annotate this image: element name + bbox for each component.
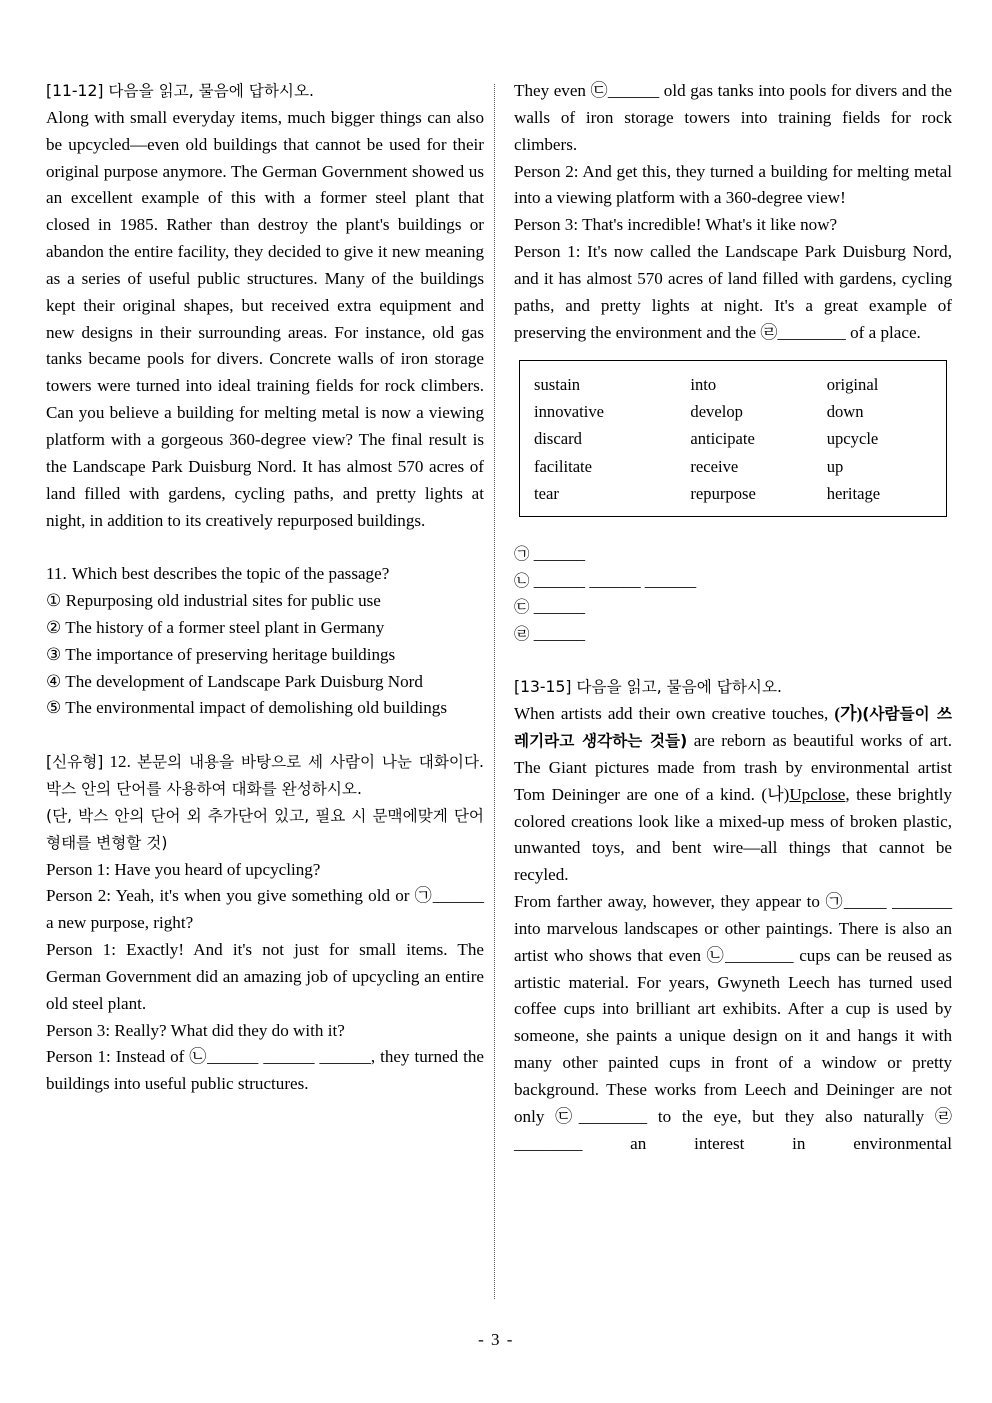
- label-na: (나): [761, 784, 790, 804]
- dialogue-line: [514, 159, 952, 213]
- spacer: [514, 647, 952, 674]
- answer-blank: ______: [533, 597, 586, 617]
- choice-marker-3: ③: [46, 644, 62, 664]
- answer-marker: ㉣: [514, 624, 530, 643]
- table-row: [520, 398, 946, 425]
- answer-line[interactable]: [514, 541, 952, 568]
- dialogue-speaker: Person 2:: [514, 161, 579, 181]
- passage-text: are reborn as beautiful works of art. The Giant pictures made from trash by environmental artist Tom Deininger are one of a kind.: [514, 731, 952, 804]
- korean-bold-phrase: (사람들이 쓰레기라고 생각하는 것들): [514, 705, 952, 750]
- dialogue-text: It's now called the Landscape Park Duisburg Nord, and it has almost 570 acres of land filled with gardens, cycling paths, and pretty lights at night. It's a great example of preserving the environment and the ㉣________ of a place.: [514, 242, 952, 342]
- dialogue-line: [46, 1044, 484, 1098]
- answer-blank: ______ ______ ______: [533, 570, 697, 590]
- question-11-prompt: [46, 561, 484, 588]
- choice-5[interactable]: [46, 695, 484, 722]
- page-number: - 3 -: [478, 1330, 514, 1349]
- dialogue-line: [514, 78, 952, 159]
- word-cell: develop: [690, 402, 743, 421]
- word-bank-box: [519, 360, 947, 517]
- dialogue-speaker: Person 1:: [46, 859, 111, 879]
- dialogue-text: Really? What did they do with it?: [114, 1020, 345, 1040]
- question-11-text: Which best describes the topic of the passage?: [71, 564, 390, 584]
- label-ga: (가): [834, 704, 863, 724]
- word-cell: receive: [690, 456, 739, 476]
- choice-text-5: The environmental impact of demolishing old buildings: [65, 698, 447, 718]
- dialogue-text: And get this, they turned a building for melting metal into a viewing platform with a 360-degree view!: [514, 161, 952, 208]
- question-12-instruction: [46, 749, 484, 803]
- choice-3[interactable]: [46, 642, 484, 669]
- question-12-block: [46, 749, 484, 1098]
- word-cell: up: [826, 456, 844, 476]
- section-heading-13-15: [13-15] 다음을 읽고, 물음에 답하시오.: [514, 678, 782, 697]
- choice-text-3: The importance of preserving heritage buildings: [65, 644, 396, 664]
- passage-text: , these brightly colored creations look like a mixed-up mess of broken plastic, unwanted toys, and bent wire—all things that cannot be recyled.: [514, 784, 952, 885]
- dialogue-speaker: Person 1:: [46, 1047, 111, 1067]
- word-bank-table: [520, 370, 946, 507]
- word-cell: tear: [534, 484, 559, 504]
- question-11-block: [46, 561, 484, 722]
- answer-marker: ㉠: [514, 545, 530, 564]
- choice-marker-2: ②: [46, 617, 62, 637]
- passage-11-12: Along with small everyday items, much bigger things can also be upcycled—even old buildings that cannot be used for their original purpose anymore. The German Government showed us an excellent example of this with a former steel plant that closed in 1985. Rather than destroy the plant's buildings or abandon the entire facility, they decided to give it new meaning as a series of useful public structures. Many of the buildings kept their original shapes, but received extra equipment and new designs in their surrounding areas. For instance, old gas tanks became pools for divers. Concrete walls of iron storage towers were turned into ideal training fields for rock climbers. Can you believe a building for melting metal is now a viewing platform with a gorgeous 360-degree view? The final result is the Landscape Park Duisburg Nord. It has almost 570 acres of land filled with gardens, cycling paths, and pretty lights at night, in addition to its creatively repurposed buildings.: [46, 107, 484, 530]
- choice-4[interactable]: [46, 669, 484, 696]
- answer-line[interactable]: [514, 621, 952, 648]
- choice-2[interactable]: [46, 615, 484, 642]
- answer-lines: [514, 541, 952, 647]
- word-cell: sustain: [534, 374, 581, 394]
- table-row: [520, 480, 946, 507]
- choice-1[interactable]: [46, 588, 484, 615]
- word-cell: discard: [534, 429, 582, 449]
- choice-marker-1: ①: [46, 590, 62, 610]
- word-cell: upcycle: [826, 429, 879, 449]
- table-row: [520, 370, 946, 397]
- dialogue-text: They even ㉢______ old gas tanks into pools for divers and the walls of iron storage towers into training fields for rock climbers.: [514, 81, 952, 154]
- dialogue-line: [514, 212, 952, 239]
- answer-blank: ______: [533, 544, 586, 564]
- dialogue-speaker: Person 1:: [46, 940, 116, 960]
- dialogue-speaker: Person 2:: [46, 886, 112, 906]
- question-12-number: 12.: [109, 752, 131, 772]
- question-12-instruction-1: 본문의 내용을 바탕으로 세 사람이 나눈 대: [136, 753, 434, 772]
- word-cell: repurpose: [690, 484, 756, 504]
- answer-blank: ______: [533, 623, 586, 643]
- dialogue-speaker: Person 3:: [514, 215, 579, 235]
- choice-text-4: The development of Landscape Park Duisburg Nord: [65, 671, 423, 691]
- question-12-note: [46, 803, 484, 857]
- word-cell: heritage: [826, 484, 881, 504]
- question-12-instruction-3: (단, 박스 안의 단어 외 추가단어 있고, 필요 시 문맥에: [46, 806, 418, 825]
- dialogue-line: [46, 857, 484, 884]
- choice-marker-5: ⑤: [46, 698, 62, 718]
- word-cell: facilitate: [534, 456, 593, 476]
- dialogue-line: [46, 937, 484, 1018]
- section-heading-11-12: [11-12] 다음을 읽고, 물음에 답하시오.: [46, 82, 314, 100]
- question-12-instruction-4: 맞게 단어형태를 변형할 것): [46, 806, 484, 852]
- word-cell: into: [690, 374, 717, 394]
- answer-marker: ㉢: [514, 598, 530, 617]
- underlined-upclose: Upclose: [789, 784, 846, 804]
- word-cell: anticipate: [690, 429, 755, 449]
- dialogue-text: Instead of ㉡______ ______ ______, they turned the buildings into useful public structures.: [46, 1047, 484, 1094]
- table-row: [520, 453, 946, 480]
- question-12-tag: [신유형]: [46, 753, 104, 772]
- dialogue-line: [46, 1018, 484, 1045]
- word-cell: down: [826, 402, 864, 421]
- dialogue-line: [46, 883, 484, 937]
- table-row: [520, 425, 946, 452]
- two-column-body: [0, 78, 992, 1303]
- word-cell: original: [826, 374, 879, 394]
- question-12-instruction-2: 화이다. 박스 안의 단어를 사용하여 대화를 완성하시오.: [46, 753, 485, 799]
- right-column: [514, 78, 952, 1158]
- spacer: [46, 722, 484, 749]
- question-11-number: 11.: [46, 564, 67, 584]
- dialogue-speaker: Person 3:: [46, 1020, 111, 1040]
- dialogue-text: That's incredible! What's it like now?: [582, 215, 838, 235]
- answer-line[interactable]: [514, 568, 952, 595]
- choice-marker-4: ④: [46, 671, 62, 691]
- answer-line[interactable]: [514, 594, 952, 621]
- choice-text-1: Repurposing old industrial sites for public use: [65, 590, 381, 610]
- choice-text-2: The history of a former steel plant in Germany: [65, 617, 385, 637]
- dialogue-line: [514, 239, 952, 346]
- passage-13-15-part-a: [514, 701, 952, 889]
- spacer: [46, 534, 484, 561]
- passage-13-15-part-b: From farther away, however, they appear to ㉠_____ _______ into marvelous landscapes or other paintings. There is also an artist who shows that even ㉡________ cups can be reused as artistic material. For years, Gwyneth Leech has turned used coffee cups into brilliant art exhibits. After a cup is used by someone, she paints a unique design on it and hangs it with many other painted cups in front of a window or pretty background. These works from Leech and Deininger are not only ㉢________ to the eye, but they also naturally ㉣________ an interest in environmental: [514, 892, 952, 1153]
- dialogue-text: Have you heard of upcycling?: [114, 859, 321, 879]
- left-column: [46, 78, 484, 1098]
- dialogue-speaker: Person 1:: [514, 242, 581, 262]
- word-cell: innovative: [534, 402, 605, 421]
- dialogue-text: Yeah, it's when you give something old or ㉠______ a new purpose, right?: [46, 886, 485, 933]
- answer-marker: ㉡: [514, 571, 530, 590]
- passage-text: When artists add their own creative touches,: [514, 704, 835, 724]
- dialogue-text: Exactly! And it's not just for small items. The German Government did an amazing job of upcycling an entire old steel plant.: [46, 940, 484, 1013]
